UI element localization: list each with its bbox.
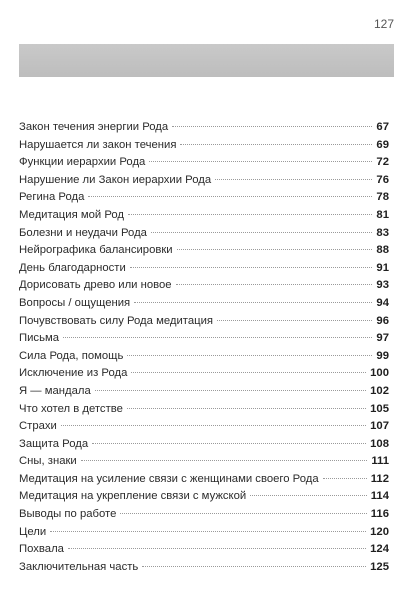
dot-leader [217,320,372,321]
toc-entry-page: 107 [370,420,389,433]
dot-leader [172,126,372,127]
toc-entry [19,401,389,419]
toc-entry-page: 94 [376,296,389,309]
dot-leader [149,161,372,162]
toc-entry-page: 81 [376,208,389,221]
dot-leader [177,249,373,250]
toc-entry-title: Нарушение ли Закон иерархии Рода [19,173,212,186]
dot-leader [215,179,372,180]
toc-entry-title: Функции иерархии Рода [19,156,146,169]
toc-entry-page: 69 [376,138,389,151]
toc-entry-page: 88 [376,244,389,257]
toc-entry [19,488,389,506]
toc-entry-page: 102 [370,384,389,397]
toc-entry [19,436,389,454]
toc-entry-title: Дорисовать древо или новое [19,279,172,292]
toc-entry [19,313,389,331]
dot-leader [128,214,372,215]
dot-leader [92,443,366,444]
toc-entry [19,541,389,559]
toc-entry-page: 76 [376,173,389,186]
dot-leader [130,267,373,268]
toc-entry [19,154,389,172]
toc-entry-page: 78 [376,191,389,204]
toc-entry-page: 100 [370,367,389,380]
toc-entry-page: 67 [376,121,389,133]
toc-entry-title: Сила Рода, помощь [19,349,124,362]
dot-leader [127,408,366,409]
toc-entry-title: Вопросы / ощущения [19,296,131,309]
header-band [19,44,394,77]
toc-entry-page: 93 [376,279,389,292]
toc-entry-title: Похвала [19,543,64,556]
toc-entry [19,172,389,190]
dot-leader [180,144,372,145]
toc-entry-title: Регина Рода [19,191,85,204]
toc-entry-title: Заключительная часть [19,560,139,573]
dot-leader [134,302,372,303]
toc-entry [19,453,389,471]
toc-entry [19,207,389,225]
toc-entry-title: Нарушается ли закон течения [19,138,177,151]
toc-entry-page: 91 [376,261,389,274]
toc-entry-page: 99 [376,349,389,362]
toc-entry [19,260,389,278]
dot-leader [63,337,372,338]
toc-entry [19,348,389,366]
dot-leader [61,425,366,426]
toc-entry-page: 120 [370,525,389,538]
toc-entry [19,295,389,313]
dot-leader [250,495,367,496]
toc-entry [19,242,389,260]
dot-leader [68,548,366,549]
toc-entry [19,418,389,436]
toc-entry-page: 83 [376,226,389,239]
dot-leader [131,372,366,373]
dot-leader [50,531,366,532]
toc-entry-page: 96 [376,314,389,327]
dot-leader [88,196,372,197]
toc-entry-page: 111 [371,455,389,468]
toc-entry [19,330,389,348]
toc-entry [19,524,389,542]
toc-entry-title: Сны, знаки [19,455,77,468]
toc-entry-page: 72 [376,156,389,169]
dot-leader [176,284,373,285]
dot-leader [151,232,372,233]
toc-entry [19,137,389,155]
toc-entry [19,225,389,243]
page-number: 127 [373,17,394,31]
toc-entry [19,277,389,295]
toc-entry-title: Медитация мой Род [19,208,125,221]
toc-entry-title: Цели [19,525,47,538]
toc-entry-title: Закон течения энергии Рода [19,121,169,133]
toc-entry-title: Почувствовать силу Рода медитация [19,314,214,327]
dot-leader [323,478,367,479]
toc-entry-page: 108 [370,437,389,450]
toc-entry-page: 125 [370,560,389,573]
toc-entry-title: Что хотел в детстве [19,402,123,415]
toc-entry [19,383,389,401]
toc-entry [19,189,389,207]
toc-entry-title: Защита Рода [19,437,89,450]
toc-entry [19,119,389,137]
toc-entry-page: 105 [370,402,389,415]
dot-leader [81,460,368,461]
toc-entry-page: 116 [370,508,389,521]
toc-entry-page: 124 [370,543,389,556]
toc-entry [19,506,389,524]
dot-leader [120,513,366,514]
toc-entry-title: Нейрографика балансировки [19,244,173,257]
toc-entry-title: День благодарности [19,261,126,274]
toc-entry [19,471,389,489]
toc-entry-title: Я — мандала [19,384,91,397]
toc-entry-title: Болезни и неудачи Рода [19,226,147,239]
toc-entry [19,559,389,577]
toc-entry-title: Выводы по работе [19,508,117,521]
toc-entry-page: 114 [370,490,389,503]
toc-entry-title: Исключение из Рода [19,367,128,380]
toc-entry-title: Страхи [19,420,57,433]
dot-leader [95,390,366,391]
toc-entry-title: Письма [19,332,60,345]
toc-entry-title: Медитация на усиление связи с женщинами своего Рода [19,472,319,485]
toc-entry-page: 97 [376,332,389,345]
dot-leader [127,355,372,356]
toc-entry [19,365,389,383]
dot-leader [142,566,366,567]
table-of-contents [19,119,389,576]
toc-entry-page: 112 [370,472,389,485]
toc-entry-title: Медитация на укрепление связи с мужской [19,490,247,503]
